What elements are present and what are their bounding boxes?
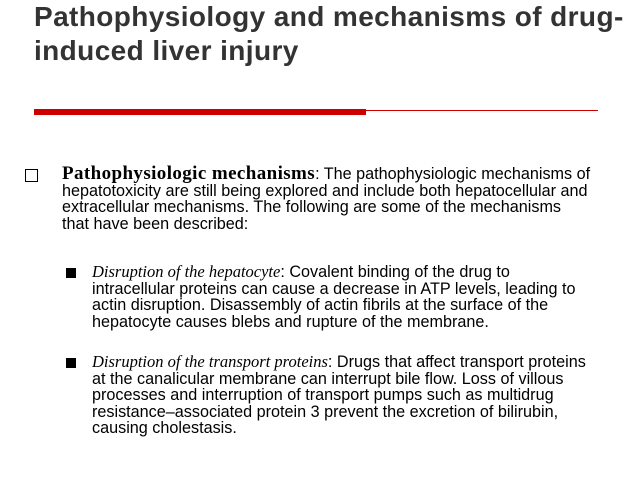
main-bullet-text [62,163,592,233]
hollow-square-bullet-icon [25,169,38,182]
filled-square-bullet-icon [66,268,76,278]
sub-bullet-lead: Disruption of the transport proteins [92,352,328,371]
sub-bullet-transport [92,354,586,437]
slide-title: Pathophysiology and mechanisms of drug-induced liver injury [34,1,624,66]
title-accent-bar [34,109,366,115]
sub-bullet-hepatocyte [92,264,586,330]
sub-bullet-body: : Covalent binding of the drug to intracellular proteins can cause a decrease in ATP levels, leading to actin disruption. Disassembly of actin fibrils at the surface of the hepatocyte causes blebs and rupture of the membrane. [92,263,576,331]
main-bullet-body: : The pathophysiologic mechanisms of hepatotoxicity are still being explored and include both hepatocellular and extracellular mechanisms. The following are some of the mechanisms that have been described: [62,165,591,233]
filled-square-bullet-icon [66,358,76,368]
sub-bullet-body: : Drugs that affect transport proteins at the canalicular membrane can interrupt bile flow. Loss of villous processes and interruption of transport pumps such as multidrug resistance–associated protein 3 prevent the excretion of bilirubin, causing cholestasis. [92,353,586,437]
main-bullet-lead: Pathophysiologic mechanisms [62,163,316,184]
title-underline [366,110,598,111]
sub-bullet-lead: Disruption of the hepatocyte [92,262,281,281]
